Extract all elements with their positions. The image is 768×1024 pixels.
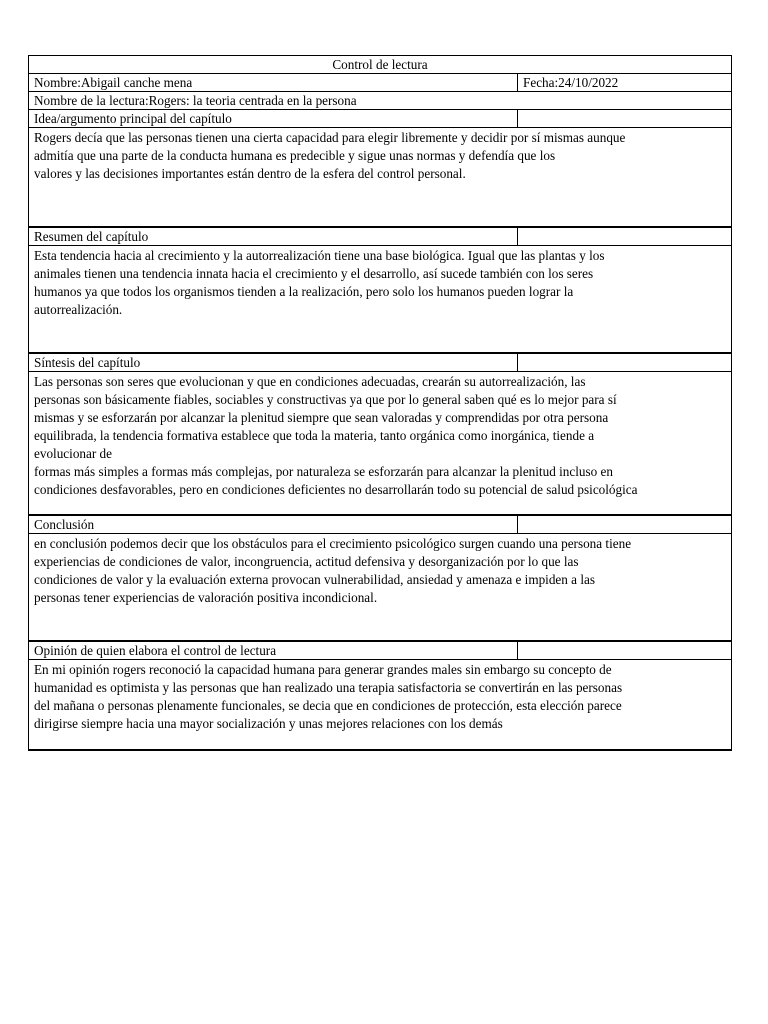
idea-line: Rogers decía que las personas tienen una cierta capacidad para elegir libremente y decidir por sí mismas aunque: [34, 130, 626, 145]
opinion-heading-side-cell: [518, 642, 731, 659]
date-label: Fecha:: [523, 75, 559, 90]
conclusion-body-row: [29, 534, 731, 642]
synthesis-line: condiciones desfavorables, pero en condiciones deficientes no desarrollarán todo su potencial de salud psicológica: [34, 482, 638, 497]
opinion-body-row: [29, 660, 731, 749]
reading-name-row: [29, 92, 731, 110]
summary-heading-row: [29, 228, 731, 246]
date-cell: [518, 74, 731, 91]
synthesis-line: formas más simples a formas más complejas, por naturaleza se esforzarán para alcanzar la plenitud incluso en: [34, 464, 613, 479]
summary-line: autorrealización.: [34, 302, 123, 317]
idea-heading-side-cell: [518, 110, 731, 127]
summary-line: animales tienen una tendencia innata hacia el crecimiento y el desarrollo, así sucede también con los seres: [34, 266, 594, 281]
synthesis-line: equilibrada, la tendencia formativa establece que toda la materia, tanto orgánica como inorgánica, tiende a: [34, 428, 595, 443]
reading-control-form: [28, 55, 732, 751]
opinion-heading-row: [29, 642, 731, 660]
summary-body-row: [29, 246, 731, 354]
opinion-line: dirigirse siempre hacia una mayor socialización y unas mejores relaciones con los demás: [34, 716, 503, 731]
idea-line: admitía que una parte de la conducta humana es predecible y sigue unas normas y defendía que los: [34, 148, 556, 163]
opinion-line: humanidad es optimista y las personas que han realizado una terapia satisfactoria se convertirán en las personas: [34, 680, 623, 695]
synthesis-line: Las personas son seres que evolucionan y que en condiciones adecuadas, crearán su autorrealización, las: [34, 374, 586, 389]
synthesis-body: [29, 372, 731, 514]
conclusion-heading-row: [29, 516, 731, 534]
summary-heading: Resumen del capítulo: [29, 228, 518, 245]
conclusion-line: condiciones de valor y la evaluación externa provocan vulnerabilidad, ansiedad y amenaza e impiden a las: [34, 572, 595, 587]
opinion-body: [29, 660, 731, 749]
reading-name-value: Rogers: la teoria centrada en la persona: [148, 93, 357, 108]
conclusion-heading-side-cell: [518, 516, 731, 533]
idea-heading-row: [29, 110, 731, 128]
conclusion-line: experiencias de condiciones de valor, incongruencia, actitud defensiva y desorganización por lo que las: [34, 554, 579, 569]
date-value: 24/10/2022: [558, 75, 619, 90]
student-name-value: Abigail canche mena: [80, 75, 193, 90]
synthesis-heading-side-cell: [518, 354, 731, 371]
opinion-line: En mi opinión rogers reconoció la capacidad humana para generar grandes males sin embargo su concepto de: [34, 662, 612, 677]
synthesis-heading-row: [29, 354, 731, 372]
student-name-label: Nombre:: [34, 75, 81, 90]
idea-body: [29, 128, 731, 226]
synthesis-line: evolucionar de: [34, 446, 112, 461]
idea-heading: Idea/argumento principal del capítulo: [29, 110, 518, 127]
conclusion-heading: Conclusión: [29, 516, 518, 533]
idea-body-row: [29, 128, 731, 228]
synthesis-body-row: [29, 372, 731, 516]
reading-name-cell: [29, 92, 362, 109]
summary-line: humanos ya que todos los organismos tienden a la realización, pero solo los humanos pueden lograr la: [34, 284, 574, 299]
student-name-cell: [29, 74, 518, 91]
reading-name-label: Nombre de la lectura:: [34, 93, 149, 108]
opinion-heading: Opinión de quien elabora el control de lectura: [29, 642, 518, 659]
conclusion-line: en conclusión podemos decir que los obstáculos para el crecimiento psicológico surgen cuando una persona tiene: [34, 536, 632, 551]
synthesis-line: mismas y se esforzarán por alcanzar la plenitud siempre que sean valoradas y comprendidas por otra persona: [34, 410, 609, 425]
synthesis-heading: Síntesis del capítulo: [29, 354, 518, 371]
summary-heading-side-cell: [518, 228, 731, 245]
form-title-row: [29, 56, 731, 74]
conclusion-body: [29, 534, 731, 640]
synthesis-line: personas son básicamente fiables, sociables y constructivas ya que por lo general saben qué es lo mejor para sí: [34, 392, 617, 407]
summary-body: [29, 246, 731, 352]
opinion-line: del mañana o personas plenamente funcionales, se decia que en condiciones de protección, esta elección parece: [34, 698, 622, 713]
idea-line: valores y las decisiones importantes están dentro de la esfera del control personal.: [34, 166, 466, 181]
form-title: Control de lectura: [332, 57, 428, 72]
name-date-row: [29, 74, 731, 92]
conclusion-line: personas tener experiencias de valoración positiva incondicional.: [34, 590, 378, 605]
summary-line: Esta tendencia hacia al crecimiento y la autorrealización tiene una base biológica. Igual que las plantas y los: [34, 248, 605, 263]
